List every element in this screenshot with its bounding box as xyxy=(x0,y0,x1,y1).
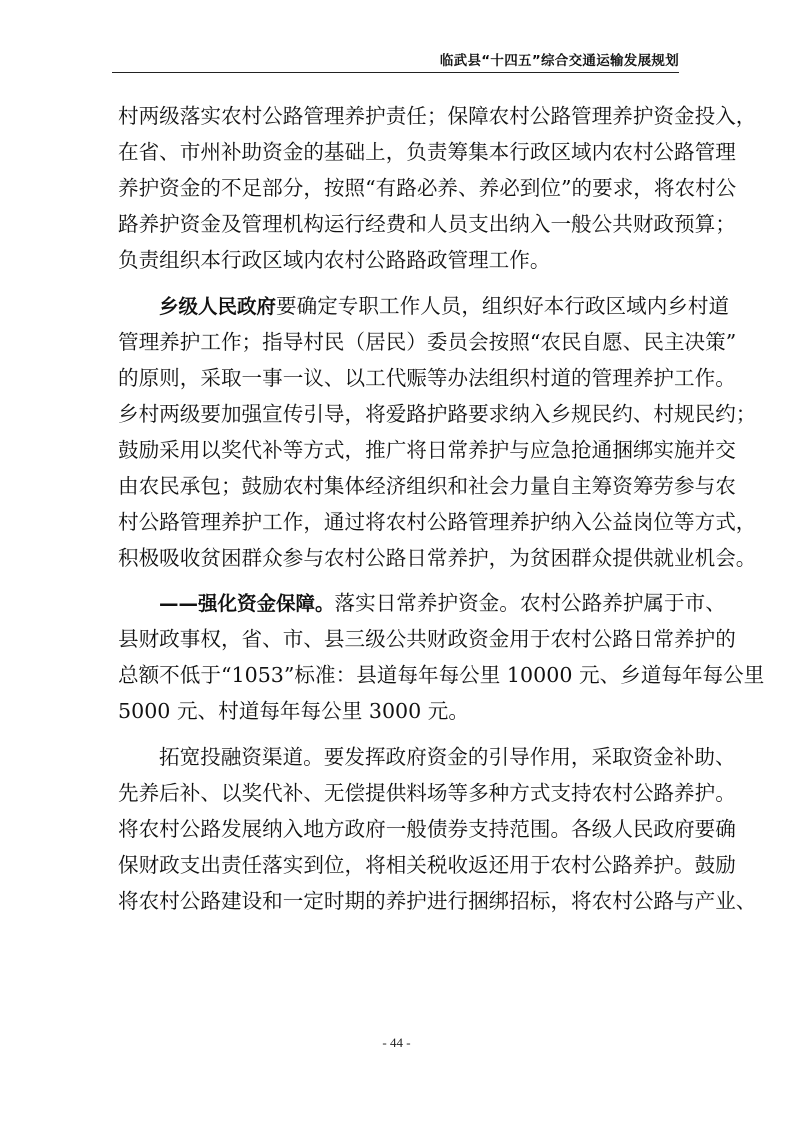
text-line: 在省、市州补助资金的基础上，负责筹集本行政区域内农村公路管理 xyxy=(118,140,736,164)
text-line xyxy=(118,585,726,621)
text-line: 乡村两级要加强宣传引导，将爱路护路要求纳入乡规民约、村规民约； xyxy=(118,401,757,426)
text-line: 村公路管理养护工作，通过将农村公路管理养护纳入公益岗位等方式， xyxy=(118,509,757,534)
bold-lead-text: ——强化资金保障。 xyxy=(159,592,335,615)
paragraph-funding-guarantee xyxy=(118,585,765,729)
text-line: 拓宽投融资渠道。要发挥政府资金的引导作用，采取资金补助、 xyxy=(159,744,736,769)
text-line: 的原则，采取一事一议、以工代赈等办法组织村道的管理养护工作。 xyxy=(118,365,736,390)
text-line: 5000 元、村道每年每公里 3000 元。 xyxy=(118,699,469,723)
text-line: 先养后补、以奖代补、无偿提供料场等多种方式支持农村公路养护。 xyxy=(118,780,736,805)
text-line: 村两级落实农村公路管理养护责任；保障农村公路管理养护资金投入， xyxy=(118,104,757,128)
body-text xyxy=(118,98,765,919)
text-line: 负责组织本行政区域内农村公路路政管理工作。 xyxy=(118,248,551,272)
text-line xyxy=(118,288,730,324)
text-line: 由农民承包；鼓励农村集体经济组织和社会力量自主筹资筹劳参与农 xyxy=(118,473,736,498)
text-line: 养护资金的不足部分，按照“有路必养、养必到位”的要求，将农村公 xyxy=(118,176,737,200)
paragraph-township-government xyxy=(118,288,757,576)
bold-lead-text: 乡级人民政府 xyxy=(159,294,277,318)
text-line: 路养护资金及管理机构运行经费和人员支出纳入一般公共财政预算； xyxy=(118,212,736,236)
text-run: 落实日常养护资金。农村公路养护属于市、 xyxy=(334,591,726,615)
text-line: 将农村公路建设和一定时期的养护进行捆绑招标，将农村公路与产业、 xyxy=(118,888,757,913)
text-line: 县财政事权，省、市、县三级公共财政资金用于农村公路日常养护的 xyxy=(118,627,736,651)
header-divider xyxy=(112,72,679,73)
text-line: 鼓励采用以奖代补等方式，推广将日常养护与应急抢通捆绑实施并交 xyxy=(118,437,736,462)
text-line: 将农村公路发展纳入地方政府一般债券支持范围。各级人民政府要确 xyxy=(118,816,736,841)
text-line: 保财政支出责任落实到位，将相关税收返还用于农村公路养护。鼓励 xyxy=(118,852,736,877)
text-line: 管理养护工作；指导村民（居民）委员会按照“农民自愿、民主决策” xyxy=(118,329,737,354)
text-run: 要确定专职工作人员，组织好本行政区域内乡村道 xyxy=(276,293,730,318)
page-number: - 44 - xyxy=(382,1035,411,1050)
text-line: 总额不低于“1053”标准：县道每年每公里 10000 元、乡道每年每公里 xyxy=(118,663,765,687)
text-line: 积极吸收贫困群众参与农村公路日常养护，为贫困群众提供就业机会。 xyxy=(118,545,757,570)
paragraph-financing-channels xyxy=(118,739,757,919)
paragraph-county-responsibility xyxy=(118,98,757,278)
running-header-title: 临武县“十四五”综合交通运输发展规划 xyxy=(439,53,679,69)
